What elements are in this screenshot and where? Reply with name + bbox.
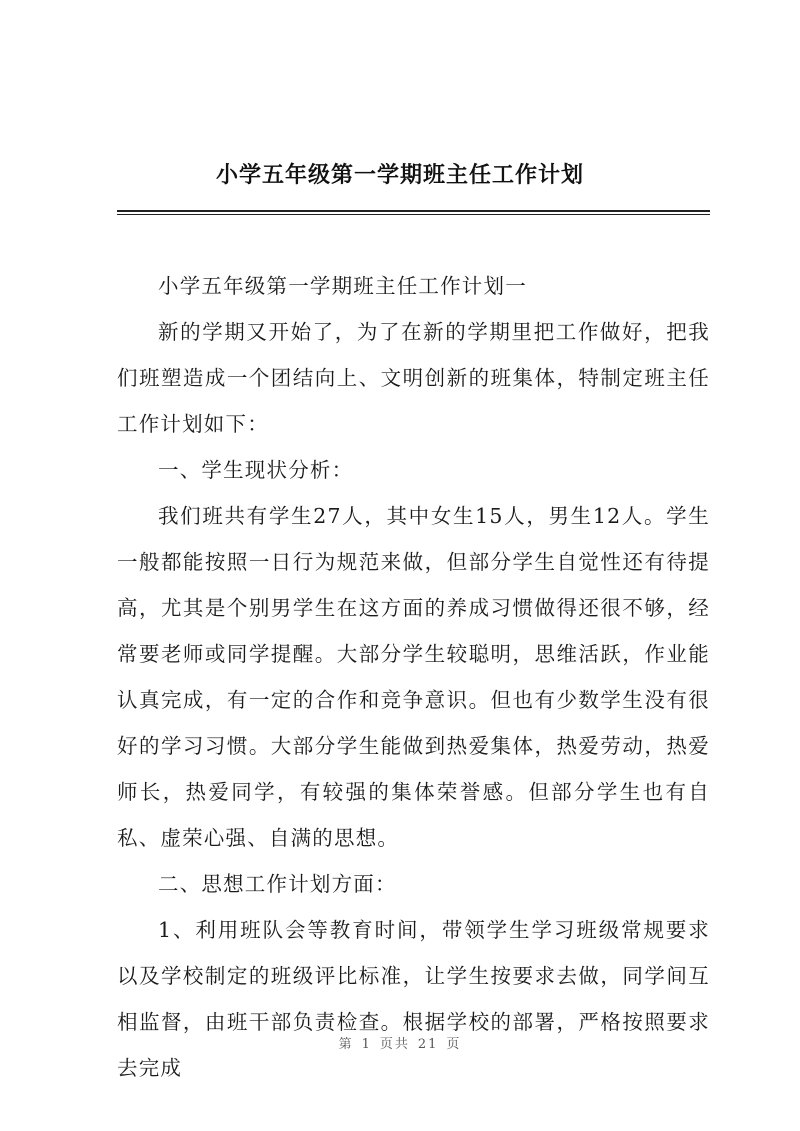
paragraph-heading-plan: 二、思想工作计划方面：	[158, 872, 397, 896]
paragraph-intro: 新的学期又开始了，为了在新的学期里把工作做好，把我们班塑造成一个团结向上、文明创新的班集体，特制定班主任工作计划如下：	[117, 320, 710, 436]
title-rule-thin	[117, 214, 710, 215]
document-title: 小学五年级第一学期班主任工作计划	[215, 163, 584, 188]
footer-middle: 页共	[379, 1037, 410, 1052]
footer-prefix: 第	[338, 1037, 354, 1052]
footer-suffix: 页	[446, 1037, 462, 1052]
paragraph-plan-item-1: 1、利用班队会等教育时间，带领学生学习班级常规要求以及学校制定的班级评比标准，让学生按要求去做，同学间互相监督，由班干部负责检查。根据学校的部署，严格按照要求去完成	[117, 918, 710, 1080]
title-rule-thick	[117, 210, 710, 212]
paragraph-section-heading: 小学五年级第一学期班主任工作计划一	[158, 274, 527, 298]
page-footer	[0, 1033, 800, 1052]
document-body	[117, 263, 710, 1091]
paragraph-heading-analysis: 一、学生现状分析：	[158, 458, 354, 482]
footer-total-pages: 21	[417, 1037, 439, 1052]
paragraph-analysis: 我们班共有学生27人，其中女生15人，男生12人。学生一般都能按照一日行为规范来做，但部分学生自觉性还有待提高，尤其是个别男学生在这方面的养成习惯做得还很不够，经常要老师或同学提醒。大部分学生较聪明，思维活跃，作业能认真完成，有一定的合作和竞争意识。但也有少数学生没有很好的学习习惯。大部分学生能做到热爱集体，热爱劳动，热爱师长，热爱同学，有较强的集体荣誉感。但部分学生也有自私、虚荣心强、自满的思想。	[117, 504, 710, 850]
footer-page-number: 1	[361, 1037, 372, 1052]
